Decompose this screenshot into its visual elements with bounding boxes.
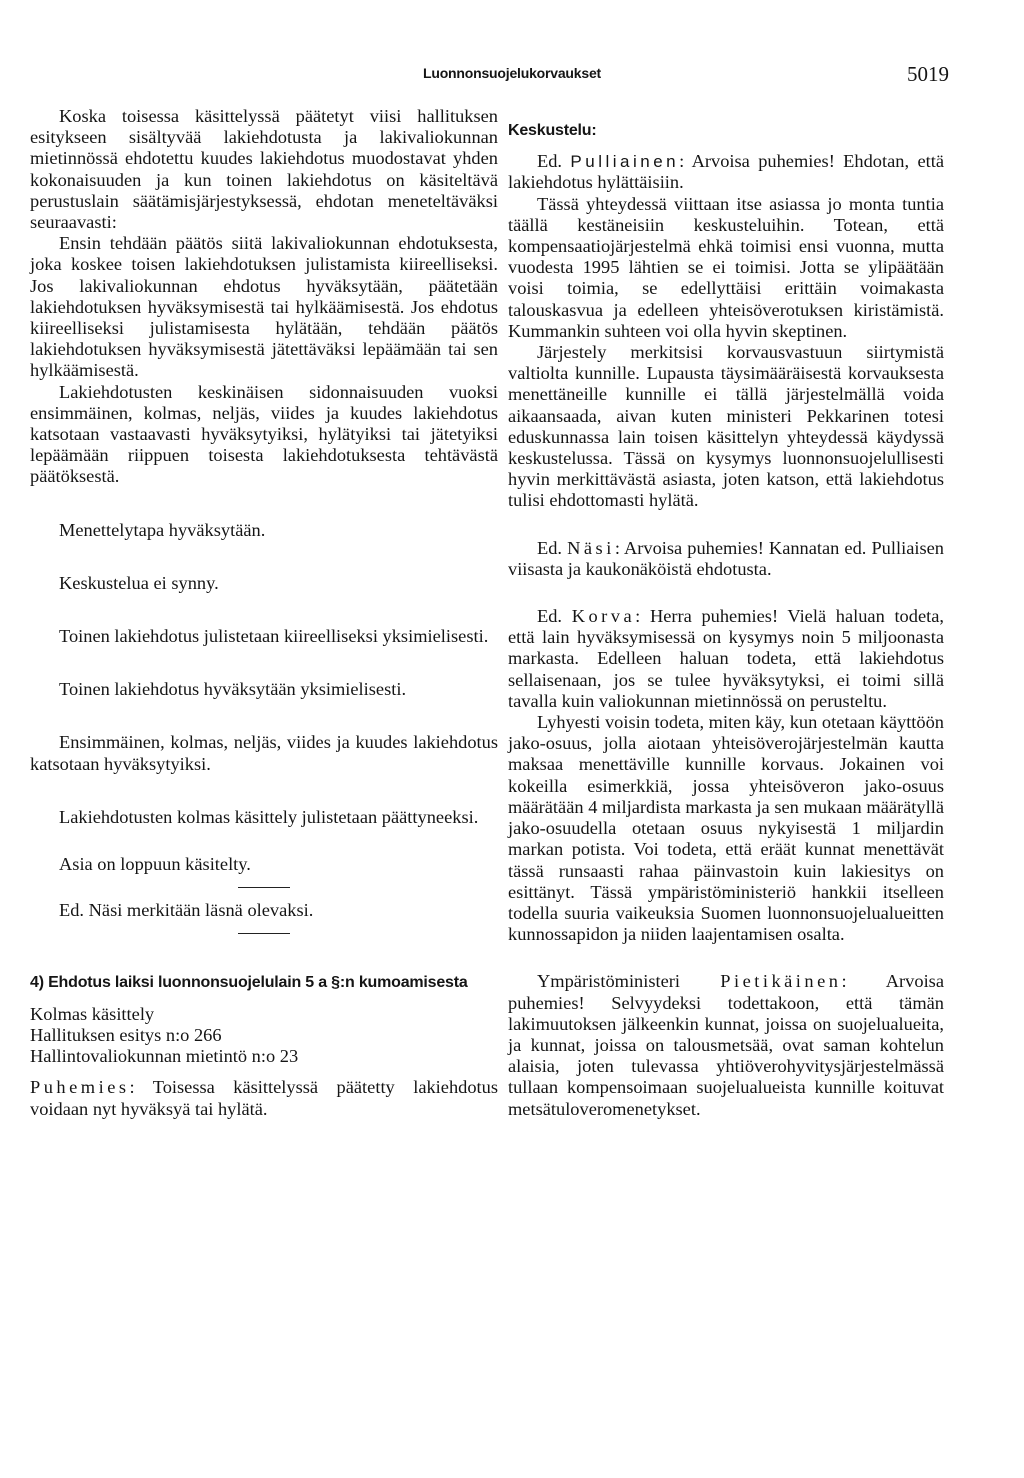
divider bbox=[238, 933, 290, 934]
speech-text: : Arvoisa puhemies! Selvyydeksi todettakoon, että tämän lakimuutoksen jälkeenkin kunnat, joissa on suojelualueita, ja kunnat, joissa on talousmetsää, ovat saman kohtelun alaisia, joten tulevassa yhtiöverohyvitysjärjestelmässä tullaan kompensoimaan suojelualueista kunnille koituvat metsätuloveromenetykset. bbox=[508, 971, 944, 1119]
speaker-name: Korva bbox=[571, 606, 636, 627]
divider bbox=[238, 887, 290, 888]
speech bbox=[508, 151, 944, 193]
page-number: 5019 bbox=[907, 62, 949, 86]
meta-line: Hallituksen esitys n:o 266 bbox=[30, 1024, 222, 1045]
paragraph: Lyhyesti voisin todeta, miten käy, kun otetaan käyttöön jako-osuus, jolla aiotaan yhteisöverojärjestelmän kautta maksaa menettäville kunnille korvaus. Jokainen voi kokeilla esimerkkiä, jossa yhteisöveron jako-osuus määrätään 4 miljardista markasta ja sen mukaan määrätyllä jako-osuudella otetaan osuus nykyisestä 1 miljardin markan potista. Voi todeta, että eräät kunnat menettävät tässä runsaasti rahaa päinvastoin kuin lakiesitys on esittänyt. Tässä ympäristöministeriö hankkii itselleen todella suuria vaikeuksia Suomen luonnonsuojelualueitten kunnossapidon ja niiden laajentamisen osalta. bbox=[508, 712, 944, 945]
decision-line: Asia on loppuun käsitelty. bbox=[59, 854, 251, 875]
paragraph: Ensin tehdään päätös siitä lakivaliokunnan ehdotuksesta, joka koskee toisen lakiehdotuksen julistamista kiireelliseksi. Jos lakivaliokunnan ehdotus hyväksytään, päätetään lakiehdotuksen hyväksymisestä tai hylkäämisestä. Jos ehdotus kiireelliseksi julistamisesta hylätään, tehdään päätös lakiehdotuksen hyväksymisestä jätettäväksi lepäämään tai sen hylkäämisestä. bbox=[30, 233, 498, 381]
left-column bbox=[30, 106, 498, 1120]
running-title: Luonnonsuojelukorvaukset bbox=[423, 65, 601, 81]
decision-line: Menettelytapa hyväksytään. bbox=[59, 519, 266, 540]
decision-line: Ensimmäinen, kolmas, neljäs, viides ja kuudes lakiehdotus katsotaan hyväksytyiksi. bbox=[30, 732, 498, 774]
speech-text: : Arvoisa puhemies! Kannatan ed. Pulliaisen viisasta ja kaukonäköistä ehdotusta. bbox=[508, 537, 944, 579]
speaker-name: Näsi bbox=[567, 537, 615, 558]
page-header bbox=[0, 62, 1024, 86]
speaker-name: Pietikäinen bbox=[720, 971, 842, 992]
speaker-title: Ympäristöministeri bbox=[537, 971, 681, 992]
paragraph: Koska toisessa käsittelyssä päätetyt viisi hallituksen esitykseen sisältyvää lakiehdotusta ja lakivaliokunnan mietinnössä ehdotettu kuudes lakiehdotus muodostavat yhden kokonaisuuden ja kun toinen lakiehdotus on käsiteltävä perustuslain säätämisjärjestyksessä, ehdotan meneteltäväksi seuraavasti: bbox=[30, 106, 498, 233]
speech-text: : Toisessa käsittelyssä päätetty lakiehdotus voidaan nyt hyväksyä tai hylätä. bbox=[30, 1077, 498, 1119]
speech bbox=[508, 538, 944, 580]
speech bbox=[508, 606, 944, 712]
speaker-title: Ed. bbox=[537, 537, 563, 558]
meta-line: Kolmas käsittely bbox=[30, 1003, 155, 1024]
decision-line: Lakiehdotusten kolmas käsittely julistetaan päättyneeksi. bbox=[59, 806, 479, 827]
meta-line: Hallintovaliokunnan mietintö n:o 23 bbox=[30, 1046, 299, 1067]
speech-text: : Arvoisa puhemies! Ehdotan, että lakiehdotus hylättäisiin. bbox=[508, 151, 944, 193]
speaker-title: Ed. bbox=[537, 151, 563, 172]
discussion-heading: Keskustelu: bbox=[508, 122, 597, 139]
section-heading: 4) Ehdotus laiksi luonnonsuojelulain 5 a §:n kumoamisesta bbox=[30, 974, 468, 992]
paragraph: Lakiehdotusten keskinäisen sidonnaisuuden vuoksi ensimmäinen, kolmas, neljäs, viides ja kuudes lakiehdotus katsotaan vastaavasti hyväksytyiksi, hylätyiksi tai jätetyiksi lepäämään riippuen toisesta lakiehdotuksesta tehtävästä päätöksestä. bbox=[30, 381, 498, 487]
paragraph: Järjestely merkitsisi korvausvastuun siirtymistä valtiolta kunnille. Lupausta täysimääräisestä korvauksesta menettäneille kunnille ei tällä järjestelmällä voida aikaansaada, aivan kuten ministeri Pekkarinen totesi eduskunnassa lain toisen käsittelyn yhteydessä käydyssä keskustelussa. Tässä on kysymys luonnonsuojelullisesti hyvin merkittävästä asiasta, joten katson, että lakiehdotus tulisi ehdottomasti hylätä. bbox=[508, 342, 944, 511]
decision-line: Ed. Näsi merkitään läsnä olevaksi. bbox=[59, 900, 314, 921]
decision-line: Keskustelua ei synny. bbox=[59, 572, 219, 593]
speech-text: : Herra puhemies! Vielä haluan todeta, että lain hyväksymisessä on kysymys noin 5 miljoonasta markasta. Edelleen haluan todeta, että lakiehdotus sellaisenaan, jos se tulee hyväksytyksi, ei toimi sillä tavalla kuin valiokunnan mietinnössä on perusteltu. bbox=[508, 606, 944, 711]
speech bbox=[30, 1077, 498, 1119]
speaker-title: Ed. bbox=[537, 606, 563, 627]
decision-line: Toinen lakiehdotus hyväksytään yksimielisesti. bbox=[59, 679, 407, 700]
decision-line: Toinen lakiehdotus julistetaan kiireelliseksi yksimielisesti. bbox=[59, 626, 489, 647]
paragraph: Tässä yhteydessä viittaan itse asiassa jo monta tuntia täällä kestäneisiin keskusteluihin. Totean, että kompensaatiojärjestelmä ehkä toimisi ensi vuonna, mutta vuodesta 1995 lähtien se ei toimisi. Jotta se ylipäätään voisi toimia, se edellyttäisi erittäin voimakasta talouskasvua ja edelleen yhteisöverotuksen kiristämistä. Kummankin suhteen voi olla hyvin skeptinen. bbox=[508, 193, 944, 341]
speaker-name: Pulliainen bbox=[570, 152, 680, 172]
speech bbox=[508, 971, 944, 1119]
right-column bbox=[508, 106, 944, 1120]
speaker-name: Puhemies bbox=[30, 1077, 130, 1098]
